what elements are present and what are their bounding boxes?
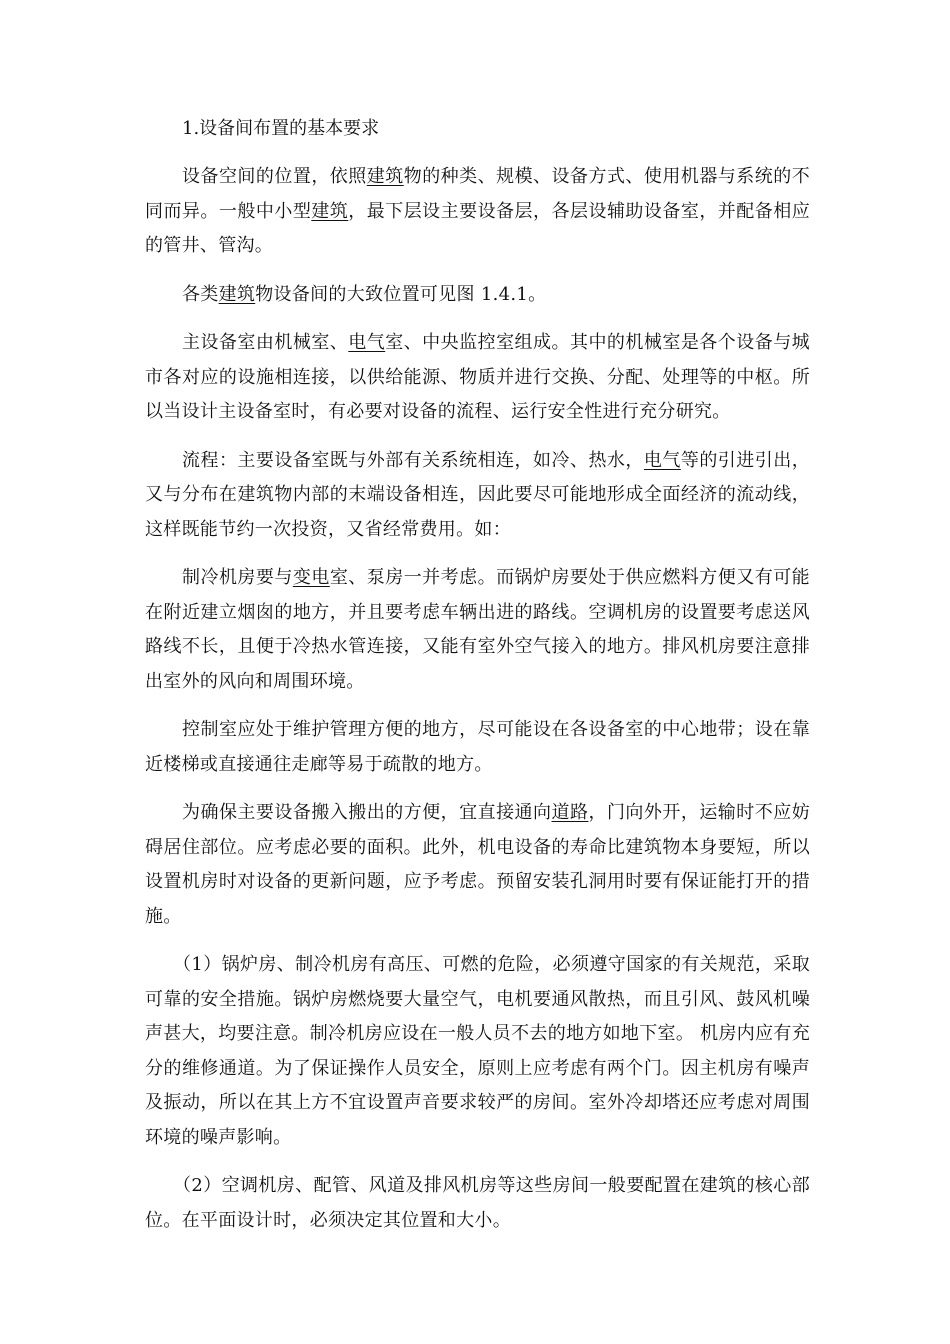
paragraph-figure-reference [145,278,810,313]
paragraph-control-room: 控制室应处于维护管理方便的地方，尽可能设在各设备室的中心地带；设在靠近楼梯或直接通往走廊等易于疏散的地方。 [145,719,810,775]
text-segment: 等的引进引出，又与分布在建筑物内部的末端设备相连，因此要尽可能地形成全面经济的流动线，这样既能节约一次投资，又省经常费用。如： [145,449,810,540]
underlined-term: 建筑 [366,166,404,187]
paragraph-refrigeration-room [145,561,810,699]
text-segment: 室、中央监控室组成。其中的机械室是各个设备与城市各对应的设施相连接，以供给能源、物质并进行交换、分配、处理等的中枢。所以当设计主设备室时，有必要对设备的流程、运行安全性进行充分研究。 [145,332,810,422]
section-heading: 1.设备间布置的基本要求 [182,118,380,139]
underlined-term: 变电 [292,567,330,588]
underlined-term: 建筑 [311,200,349,222]
text-segment: 室、泵房一并考虑。而锅炉房要处于供应燃料方便又有可能在附近建立烟囱的地方，并且要考虑车辆出进的路线。空调机房的设置要考虑送风路线不长，且便于冷热水管连接，又能有室外空气接入的地方。排风机房要注意排出室外的风向和周围环境。 [145,567,810,692]
text-segment: 各类 [182,283,219,305]
underlined-term: 电气 [348,332,386,353]
text-segment: ，门向外开，运输时不应妨碍居住部位。应考虑必要的面积。此外，机电设备的寿命比建筑物本身要短，所以设置机房时对设备的更新问题，应予考虑。预留安装孔洞用时要有保证能打开的措施。 [145,802,810,927]
text-segment: ，最下层设主要设备层，各层设辅助设备室，并配备相应的管井、管沟。 [145,200,811,256]
paragraph-equipment-space [145,160,810,264]
paragraph-item-2: （2）空调机房、配管、风道及排风机房等这些房间一般要配置在建筑的核心部位。在平面设计时，必须决定其位置和大小。 [145,1175,810,1231]
text-segment: 设备空间的位置，依照 [182,166,367,187]
paragraph-process-flow [145,444,810,548]
text-segment: 物的种类、规模、设备方式、使用机器与系统的不同而异。一般中小型 [145,166,810,222]
text-segment: 物设备间的大致位置可见图 1.4.1。 [255,283,547,305]
underlined-term: 道路 [551,802,589,823]
paragraph-item-1: （1）锅炉房、制冷机房有高压、可燃的危险，必须遵守国家的有关规范，采取可靠的安全措施。锅炉房燃烧要大量空气，电机要通风散热，而且引风、鼓风机噪声甚大，均要注意。制冷机房应设在一般人员不去的地方如地下室。 机房内应有充分的维修通道。为了保证操作人员安全，原则上应考虑有两个门。因主机房有噪声及振动，所以在其上方不宜设置声音要求较严的房间。室外冷却塔还应考虑对周围环境的噪声影响。 [145,954,810,1148]
text-segment: 为确保主要设备搬入搬出的方便，宜直接通向 [182,802,552,823]
underlined-term: 电气 [643,449,681,471]
paragraph-main-equipment-room [145,326,810,430]
document-body [145,112,810,1252]
text-segment: 流程：主要设备室既与外部有关系统相连，如冷、热水， [182,449,644,471]
text-segment: 制冷机房要与 [182,567,293,588]
underlined-term: 建筑 [218,283,256,305]
text-segment: 主设备室由机械室、 [182,332,349,353]
paragraph-equipment-transport [145,796,810,934]
